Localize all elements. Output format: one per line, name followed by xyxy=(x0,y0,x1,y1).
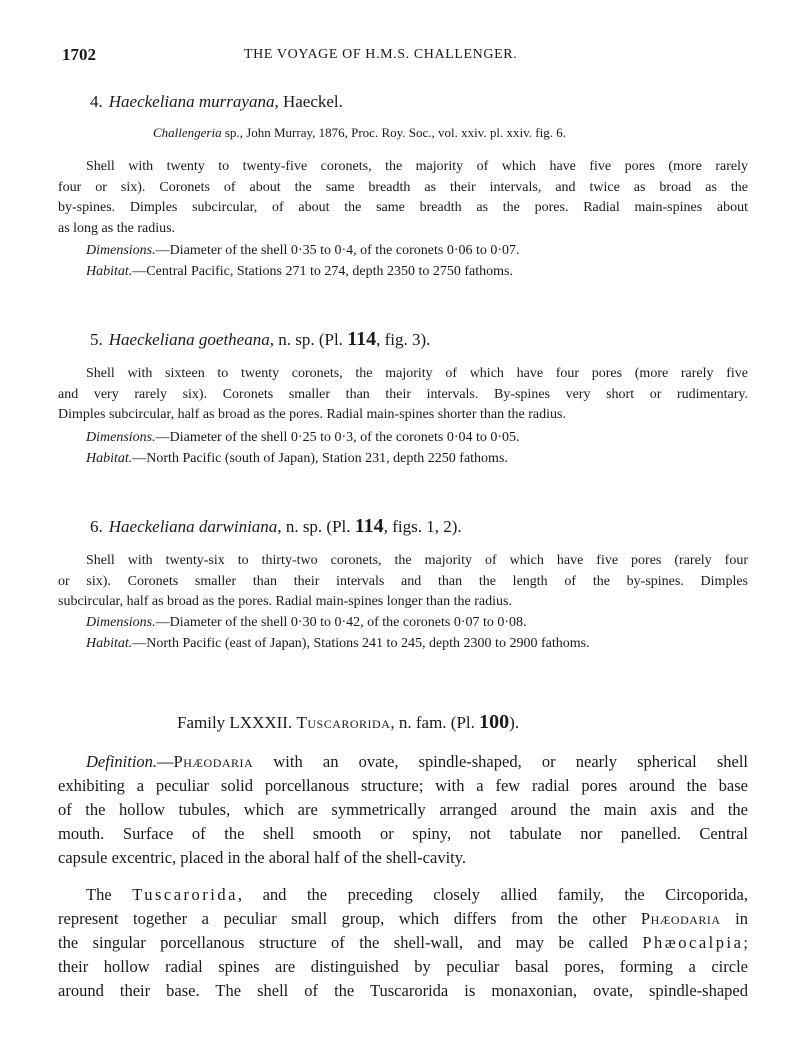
species-6-description: Shell with twenty-six to thirty-two coronets, the majority of which have five pores (rarely four or six). Coronets smaller than their intervals and than the length of the by-spines. Dimples subcircular, half as broad as the pores. Radial main-spines longer than the radius. xyxy=(58,553,748,609)
species-name: Haeckeliana murrayana xyxy=(108,92,275,111)
species-4-synonym: Challengeria sp., John Murray, 1876, Proc. Roy. Soc., vol. xxiv. pl. xxiv. fig. 6. xyxy=(153,125,566,140)
species-name: Haeckeliana goetheana xyxy=(108,330,270,349)
species-4-heading: 4. Haeckeliana murrayana, Haeckel. xyxy=(90,92,343,111)
species-name: Haeckeliana darwiniana xyxy=(108,517,278,536)
running-title: THE VOYAGE OF H.M.S. CHALLENGER. xyxy=(244,47,518,62)
species-6-dimensions: Dimensions.—Diameter of the shell 0·30 to 0·42, of the coronets 0·07 to 0·08. xyxy=(86,615,527,630)
species-6-heading: 6. Haeckeliana darwiniana, n. sp. (Pl. 114, figs. 1, 2). xyxy=(90,515,462,537)
species-4-dimensions: Dimensions.—Diameter of the shell 0·35 to 0·4, of the coronets 0·06 to 0·07. xyxy=(86,243,520,258)
family-definition: Definition.—Phæodaria with an ovate, spindle-shaped, or nearly spherical shell exhibiting a peculiar solid porcellanous structure; with a few radial pores around the base of the hollow tubules, which are symmetrically arranged around the main axis and the mouth. Surface of the shell smooth or spiny, not tabulate nor panelled. Central capsule excentric, placed in the aboral half of the shell-cavity. xyxy=(58,752,748,867)
species-6-habitat: Habitat.—North Pacific (east of Japan), Stations 241 to 245, depth 2300 to 2900 fathoms. xyxy=(86,636,590,651)
family-discussion: The Tuscarorida, and the preceding closely allied family, the Circoporida, represent together a peculiar small group, which differs from the other Phæodaria in the singular porcellanous structure of the shell-wall, and may be called Phæocalpia; their hollow radial spines are distinguished by peculiar basal pores, forming a circle around their base. The shell of the Tuscarorida is monaxonian, ovate, spindle-shaped xyxy=(58,885,749,1000)
species-5-description: Shell with sixteen to twenty coronets, the majority of which have four pores (more rarely five and very rarely six). Coronets smaller than their intervals. By-spines very short or rudimentary. Dimples subcircular, half as broad as the pores. Radial main-spines shorter than the radius. xyxy=(58,366,748,422)
species-4-habitat: Habitat.—Central Pacific, Stations 271 to 274, depth 2350 to 2750 fathoms. xyxy=(86,264,513,279)
species-5-habitat: Habitat.—North Pacific (south of Japan), Station 231, depth 2250 fathoms. xyxy=(86,451,508,466)
page-number: 1702 xyxy=(62,45,96,64)
family-heading: Family LXXXII. Tuscarorida, n. fam. (Pl. 100). xyxy=(177,711,520,733)
species-4-description: Shell with twenty to twenty-five coronets, the majority of which have five pores (more rarely four or six). Coronets of about the same breadth as their intervals, and twice as broad as the by-spines. Dimples subcircular, of about the same breadth as the pores. Radial main-spines about as long as the radius. xyxy=(58,159,748,236)
species-5-dimensions: Dimensions.—Diameter of the shell 0·25 to 0·3, of the coronets 0·04 to 0·05. xyxy=(86,430,520,445)
page-header xyxy=(62,45,768,69)
species-5-heading: 5. Haeckeliana goetheana, n. sp. (Pl. 114, fig. 3). xyxy=(90,328,431,350)
